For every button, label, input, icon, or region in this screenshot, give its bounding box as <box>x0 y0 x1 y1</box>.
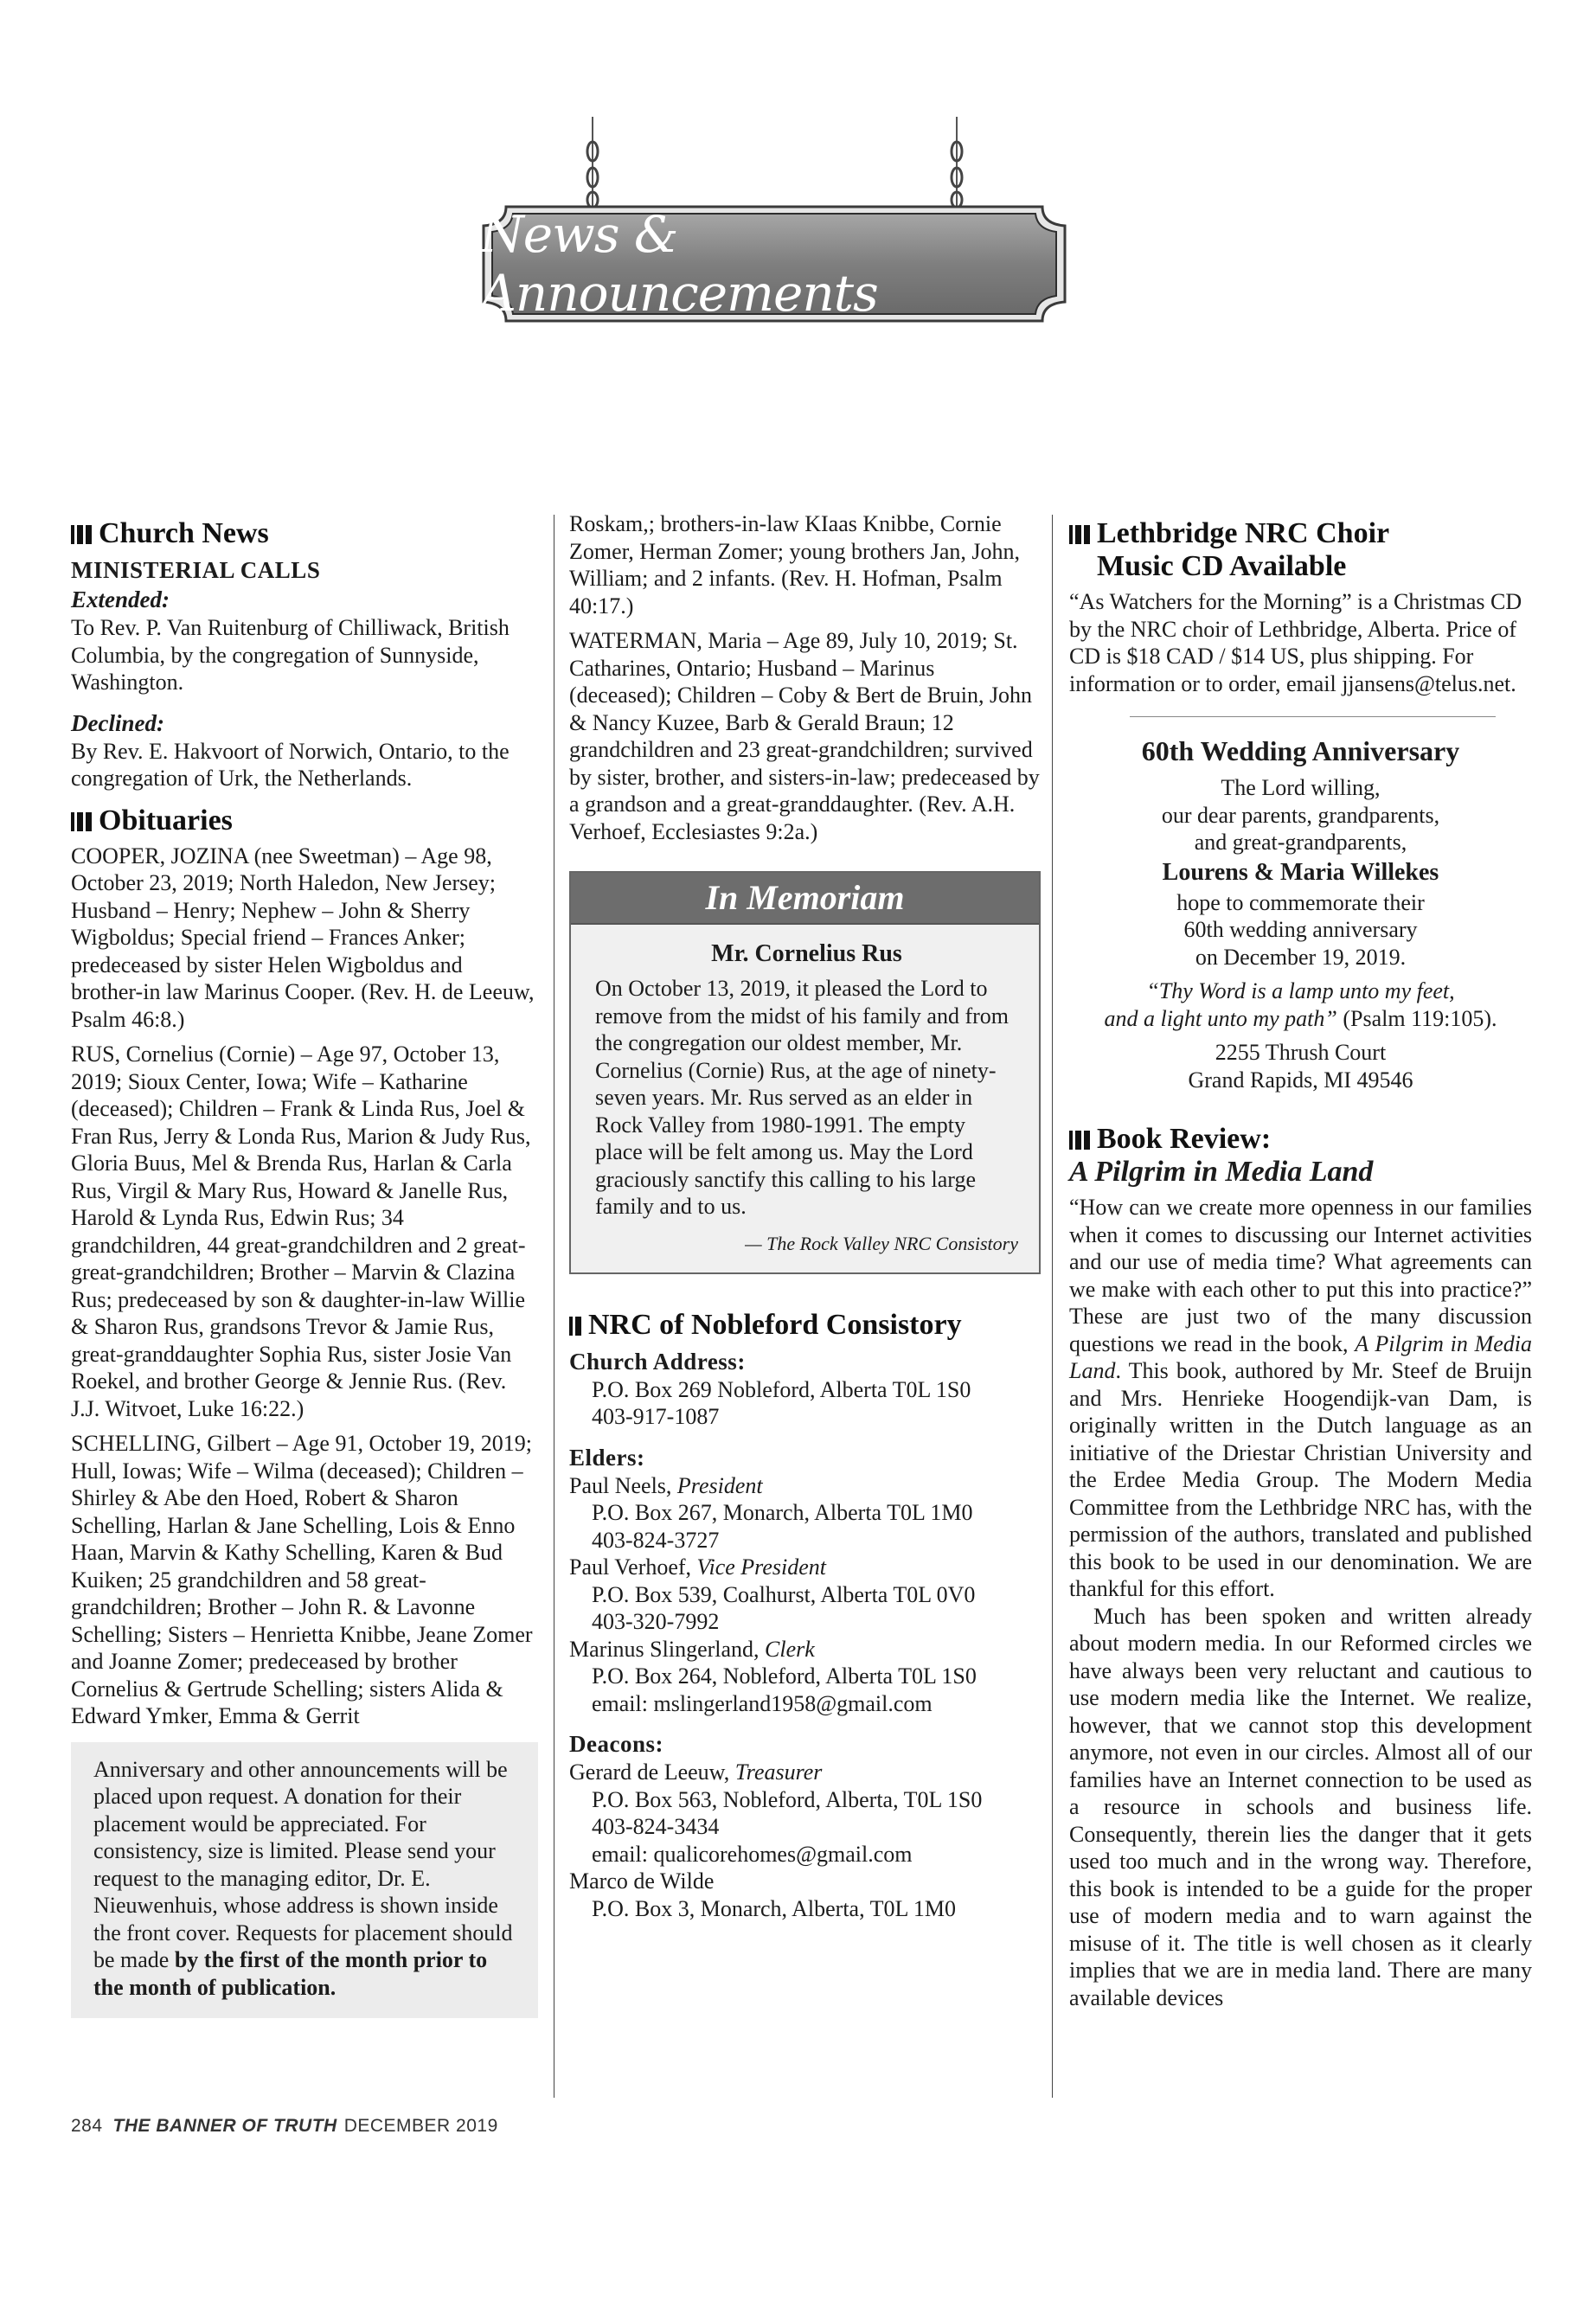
in-memoriam-signature: — The Rock Valley NRC Consistory <box>745 1232 1018 1254</box>
deacons-label: Deacons: <box>569 1731 663 1757</box>
book-review-paragraph: “How can we create more openness in our families when it comes to discussing our Internet activities and our use of media time? What agreements can we make with each other to put this into practice?” These are just two of the many discussion questions we read in the book, A Pilgrim in Media Land. This book, authored by Mr. Steef de Bruijn and Mrs. Henrieke Hoogendijk-van Dam, is originally written in the Dutch language as an initiative of the Driestar Christian University and the Erdee Media Group. The Modern Media Committee from the Lethbridge NRC has, with the permission of the authors, translated and published this book to be used in our denomination. We are thankful for this effort. <box>1069 1195 1532 1601</box>
column-right <box>1069 517 1532 2011</box>
column-divider <box>1052 515 1053 2098</box>
obituary-schelling: SCHELLING, Gilbert – Age 91, October 19, 2019; Hull, Iowas; Wife – Wilma (deceased); Children – Shirley & Abe den Hoed, Robert & Sharon Schelling, Harlan & Jane Schelling, Lois & Enno Haan, Marvin & Kathy Schelling, Karen & Bud Kuiken; 25 grandchildren and 58 great-grandchildren; Brother – John R. & Lavonne Schelling; Sisters – Henrietta Knibbe, Jeane Zomer and Joanne Zomer; predeceased by brother Cornelius & Gertrude Schelling; sisters Alida & Edward Ymker, Emma & Gerrit <box>71 1431 533 1728</box>
page-number: 284 <box>71 2116 103 2136</box>
extended-text: To Rev. P. Van Ruitenburg of Chilliwack, British Columbia, by the congregation of Sunnyside, Washington. <box>71 615 510 695</box>
wedding-line: and great-grandparents, <box>1194 830 1407 855</box>
deacon-name: Gerard de Leeuw, Treasurer <box>569 1759 823 1785</box>
announcement-notice-box <box>71 1742 538 2019</box>
declined-text: By Rev. E. Hakvoort of Norwich, Ontario, to the congregation of Urk, the Netherlands. <box>71 738 510 791</box>
wedding-names: Lourens & Maria Willekes <box>1162 858 1439 886</box>
church-news-heading: Church News <box>71 517 538 550</box>
elders-label: Elders: <box>569 1444 645 1471</box>
wedding-line: 60th wedding anniversary <box>1183 917 1418 942</box>
choir-heading: Lethbridge NRC Choir Music CD Available <box>1069 517 1532 583</box>
obituary-rus: RUS, Cornelius (Cornie) – Age 97, October 13, 2019; Sioux Center, Iowa; Wife – Katharine (deceased); Children – Frank & Linda Rus, Joel & Fran Rus, Jerry & Londa Rus, Marion & Judy Rus, Gloria Buus, Mel & Brenda Rus, Harlan & Carla Rus, Virgil & Mary Rus, Howard & Janelle Rus, Harold & Lynda Rus, Edwin Rus; 34 grandchildren, 44 great-grandchildren and 2 great-great-grandchildren; Brother – Marvin & Clazina Rus; predeceased by son & daughter-in-law Willie & Sharon Rus, grandsons Trevor & Jamie Rus, great-granddaughter Sophia Rus, sister Josie Van Roekel, and brother George & Jennie Rus. (Rev. J.J. Witvoet, Luke 16:22.) <box>71 1042 531 1421</box>
section-bars-icon <box>569 1317 581 1336</box>
wedding-anniversary <box>1069 733 1532 1093</box>
elder-name: Paul Neels, President <box>569 1472 763 1498</box>
book-review-heading: Book Review: <box>1069 1123 1532 1156</box>
section-bars-icon <box>71 525 92 544</box>
elder-address: P.O. Box 267, Monarch, Alberta T0L 1M0 <box>592 1500 973 1525</box>
notice-deadline: by the first of the month prior to the month of publication. <box>93 1947 488 2000</box>
section-bars-icon <box>71 812 92 831</box>
wedding-heading: 60th Wedding Anniversary <box>1141 735 1460 766</box>
wedding-line: The Lord willing, <box>1221 775 1381 800</box>
church-address-line: P.O. Box 269 Nobleford, Alberta T0L 1S0 <box>592 1376 971 1402</box>
consistory-heading: NRC of Nobleford Consistory <box>569 1309 1041 1342</box>
declined-label: Declined: <box>71 709 164 736</box>
obituaries-heading: Obituaries <box>71 804 538 837</box>
elder-phone: 403-824-3727 <box>592 1527 720 1553</box>
page-title: News & Announcements <box>480 205 878 323</box>
wedding-address: Grand Rapids, MI 49546 <box>1188 1067 1413 1093</box>
divider <box>1130 716 1496 717</box>
wedding-verse: “Thy Word is a lamp unto my feet, <box>1146 978 1455 1003</box>
elder-email: email: mslingerland1958@gmail.com <box>592 1690 933 1716</box>
in-memoriam-name: Mr. Cornelius Rus <box>711 940 902 967</box>
extended-label: Extended: <box>71 586 170 612</box>
church-phone: 403-917-1087 <box>592 1404 720 1429</box>
deacon-phone: 403-824-3434 <box>592 1814 720 1839</box>
choir-text: “As Watchers for the Morning” is a Christmas CD by the NRC choir of Lethbridge, Alberta. Price of CD is $18 CAD / $14 US, plus shipping. For information or to order, email jjansens@telus.net. <box>1069 589 1522 696</box>
book-review-paragraph: Much has been spoken and written already about modern media. In our Reformed circles we have always been very reluctant and cautious to use modern media like the Internet. We realize, however, that we cannot stop this development anymore, not even in our circles. Almost all of our families have an Internet connection to be used as a resource in schools and business life. Consequently, therein lies the danger that it gets used too much and in the wrong way. Therefore, this book is intended to be a guide for the proper use of modern media and to warn against the misuse of it. The title is well chosen as it clearly implies that we are in media land. There are many available devices <box>1069 1603 1532 2010</box>
issue-date: DECEMBER 2019 <box>343 2116 498 2136</box>
elder-address: P.O. Box 539, Coalhurst, Alberta T0L 0V0 <box>592 1581 976 1607</box>
deacon-name: Marco de Wilde <box>569 1868 715 1894</box>
deacon-address: P.O. Box 563, Nobleford, Alberta, T0L 1S0 <box>592 1786 983 1812</box>
obituary-cooper: COOPER, JOZINA (nee Sweetman) – Age 98, October 23, 2019; North Haledon, New Jersey; Husband – Henry; Nephew – John & Sherry Wigboldus; Special friend – Frances Anker; predeceased by sister Helen Wigboldus and brother-in law Marinus Cooper. (Rev. H. de Leeuw, Psalm 46:8.) <box>71 843 535 1032</box>
section-bars-icon <box>1069 525 1090 544</box>
church-address-label: Church Address: <box>569 1348 746 1375</box>
deacon-address: P.O. Box 3, Monarch, Alberta, T0L 1M0 <box>592 1895 957 1921</box>
column-left <box>71 517 538 2018</box>
elder-address: P.O. Box 264, Nobleford, Alberta T0L 1S0 <box>592 1663 977 1689</box>
column-middle <box>569 511 1041 1922</box>
book-title: A Pilgrim in Media Land <box>1069 1156 1374 1188</box>
chain-left-icon <box>584 117 601 212</box>
section-bars-icon <box>1069 1131 1090 1150</box>
page-footer <box>71 2116 498 2137</box>
wedding-address: 2255 Thrush Court <box>1215 1040 1387 1065</box>
notice-text: Anniversary and other announcements will be placed upon request. A donation for their placement would be appreciated. For consistency, size is limited. Please send your request to the managing editor, Dr. E. Nieuwenhuis, whose address is shown inside the front cover. Requests for placement should be made <box>93 1756 513 1972</box>
in-memoriam-box <box>569 871 1041 1274</box>
obituary-waterman: WATERMAN, Maria – Age 89, July 10, 2019; St. Catharines, Ontario; Husband – Marinus (deceased); Children – Coby & Bert de Bruin, John & Nancy Kuzee, Barb & Gerald Braun; 12 grandchildren and 23 great-grandchildren; survived by sister, brother, and sisters-in-law; predeceased by a grandson and a great-granddaughter. (Rev. A.H. Verhoef, Ecclesiastes 9:2a.) <box>569 628 1040 844</box>
wedding-line: our dear parents, grandparents, <box>1161 802 1440 828</box>
wedding-verse: and a light unto my path” (Psalm 119:105). <box>1104 1005 1497 1031</box>
header-sign <box>480 117 1068 376</box>
elder-phone: 403-320-7992 <box>592 1609 720 1634</box>
wedding-line: hope to commemorate their <box>1176 889 1425 915</box>
in-memoriam-text: On October 13, 2019, it pleased the Lord to remove from the midst of his family and from the congregation our oldest member, Mr. Cornelius (Cornie) Rus, at the age of ninety-seven years. Mr. Rus served as an elder in Rock Valley from 1980-1991. The empty place will be felt among us. May the Lord graciously sanctify this calling to his large family and to us. <box>595 976 1010 1219</box>
publication-name: THE BANNER OF TRUTH <box>112 2116 337 2136</box>
elder-name: Marinus Slingerland, Clerk <box>569 1636 815 1662</box>
ministerial-calls-heading: MINISTERIAL CALLS <box>71 557 321 583</box>
chain-right-icon <box>948 117 965 212</box>
deacon-email: email: qualicorehomes@gmail.com <box>592 1841 913 1867</box>
elder-name: Paul Verhoef, Vice President <box>569 1554 826 1580</box>
wedding-line: on December 19, 2019. <box>1195 944 1407 970</box>
obituary-schelling-continued: Roskam,; brothers-in-law KIaas Knibbe, Cornie Zomer, Herman Zomer; young brothers Jan, John, William; and 2 infants. (Rev. H. Hofman, Psalm 40:17.) <box>569 511 1021 619</box>
in-memoriam-title: In Memoriam <box>571 873 1039 925</box>
